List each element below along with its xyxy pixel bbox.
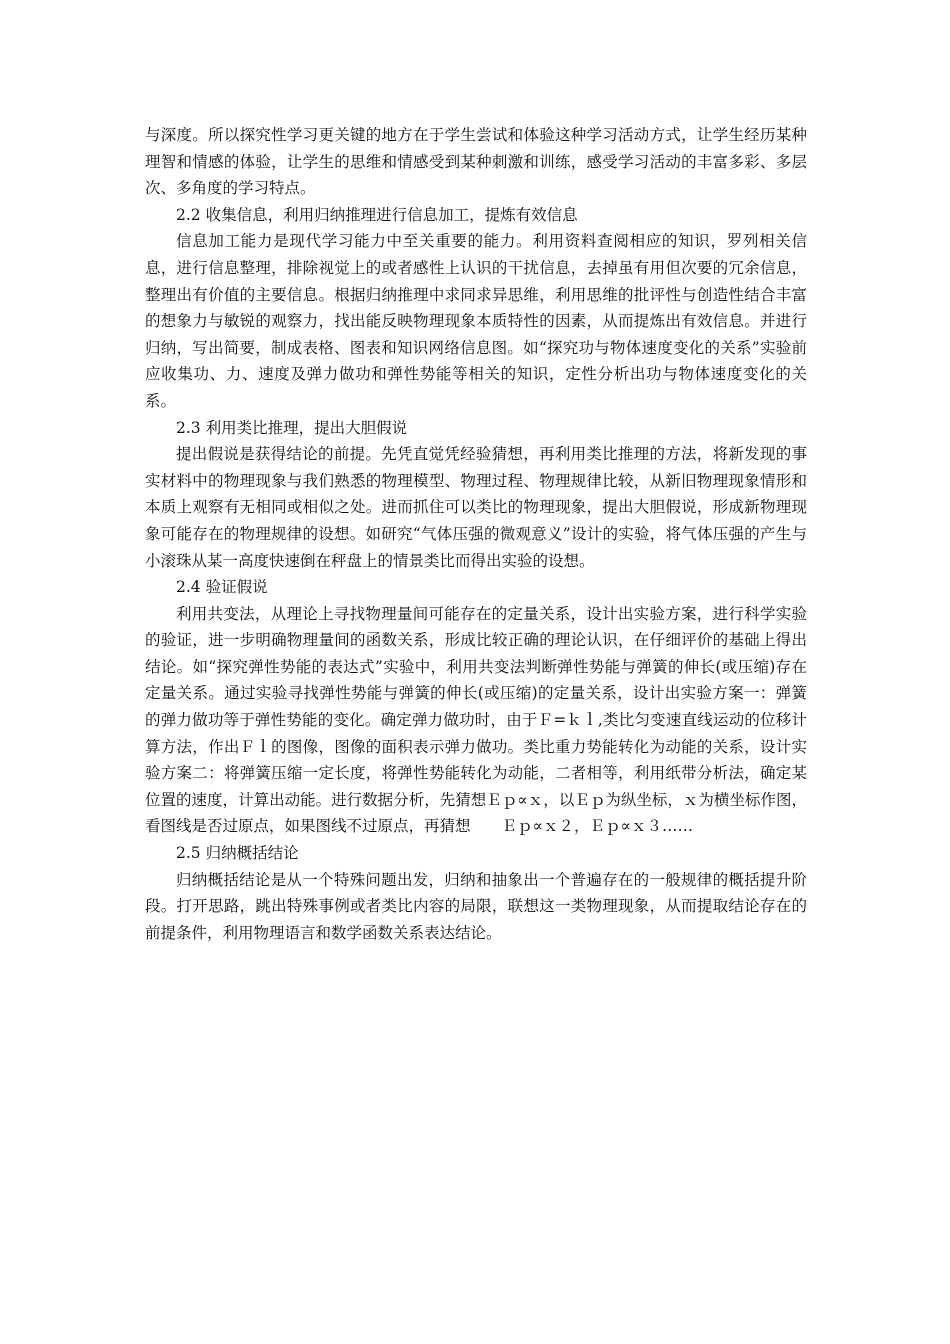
paragraph-2-3: 提出假说是获得结论的前提。先凭直觉凭经验猜想，再利用类比推理的方法，将新发现的事实材料中的物理现象与我们熟悉的物理模型、物理过程、物理规律比较，从新旧物理现象情形和本质上观察有无相同或相似之处。进而抓住可以类比的物理现象，提出大胆假说，形成新物理现象可能存在的物理规律的设想。如研究“气体压强的微观意义”设计的实验，将气体压强的产生与小滚珠从某一高度快速倒在秤盘上的情景类比而得出实验的设想。 xyxy=(145,445,807,570)
paragraph-continuation: 与深度。所以探究性学习更关键的地方在于学生尝试和体验这种学习活动方式，让学生经历某种理智和情感的体验，让学生的思维和情感受到某种刺激和训练，感受学习活动的丰富多彩、多层次、多角度的学习特点。 xyxy=(145,126,807,198)
paragraph-2-5: 归纳概括结论是从一个特殊问题出发，归纳和抽象出一个普遍存在的一般规律的概括提升阶段。打开思路，跳出特殊事例或者类比内容的局限，联想这一类物理现象，从而提取结论存在的前提条件，利用物理语言和数学函数关系表达结论。 xyxy=(145,870,807,942)
section-heading-2-5: 2.5 归纳概括结论 xyxy=(176,844,299,863)
paragraph-2-2: 信息加工能力是现代学习能力中至关重要的能力。利用资料查阅相应的知识，罗列相关信息，进行信息整理，排除视觉上的或者感性上认识的干扰信息，去掉虽有用但次要的冗余信息，整理出有价值的主要信息。根据归纳推理中求同求异思维，利用思维的批评性与创造性结合丰富的想象力与敏锐的观察力，找出能反映物理现象本质特性的因素，从而提炼出有效信息。并进行归纳，写出简要，制成表格、图表和知识网络信息图。如“探究功与物体速度变化的关系”实验前应收集功、力、速度及弹力做功和弹性势能等相关的知识，定性分析出功与物体速度变化的关系。 xyxy=(145,232,807,410)
section-heading-2-2: 2.2 收集信息，利用归纳推理进行信息加工，提炼有效信息 xyxy=(176,205,578,224)
section-heading-2-3: 2.3 利用类比推理，提出大胆假说 xyxy=(176,418,408,437)
section-heading-2-4: 2.4 验证假说 xyxy=(176,578,268,597)
document-body xyxy=(145,122,807,946)
paragraph-2-4: 利用共变法，从理论上寻找物理量间可能存在的定量关系，设计出实验方案，进行科学实验的验证，进一步明确物理量间的函数关系，形成比较正确的理论认识，在仔细评价的基础上得出结论。如“探究弹性势能的表达式”实验中，利用共变法判断弹性势能与弹簧的伸长(或压缩)存在定量关系。通过实验寻找弹性势能与弹簧的伸长(或压缩)的定量关系，设计出实验方案一：弹簧的弹力做功等于弹性势能的变化。确定弹力做功时，由于Ｆ=ｋｌ,类比匀变速直线运动的位移计算方法，作出Ｆｌ的图像，图像的面积表示弹力做功。类比重力势能转化为动能的关系，设计实验方案二：将弹簧压缩一定长度，将弹性势能转化为动能，二者相等，利用纸带分析法，确定某位置的速度，计算出动能。进行数据分析，先猜想Ｅｐ∝ｘ，以Ｅｐ为纵坐标，ｘ为横坐标作图，看图线是否过原点，如果图线不过原点，再猜想 Ｅｐ∝ｘ２，Ｅｐ∝ｘ３…… xyxy=(145,604,807,836)
